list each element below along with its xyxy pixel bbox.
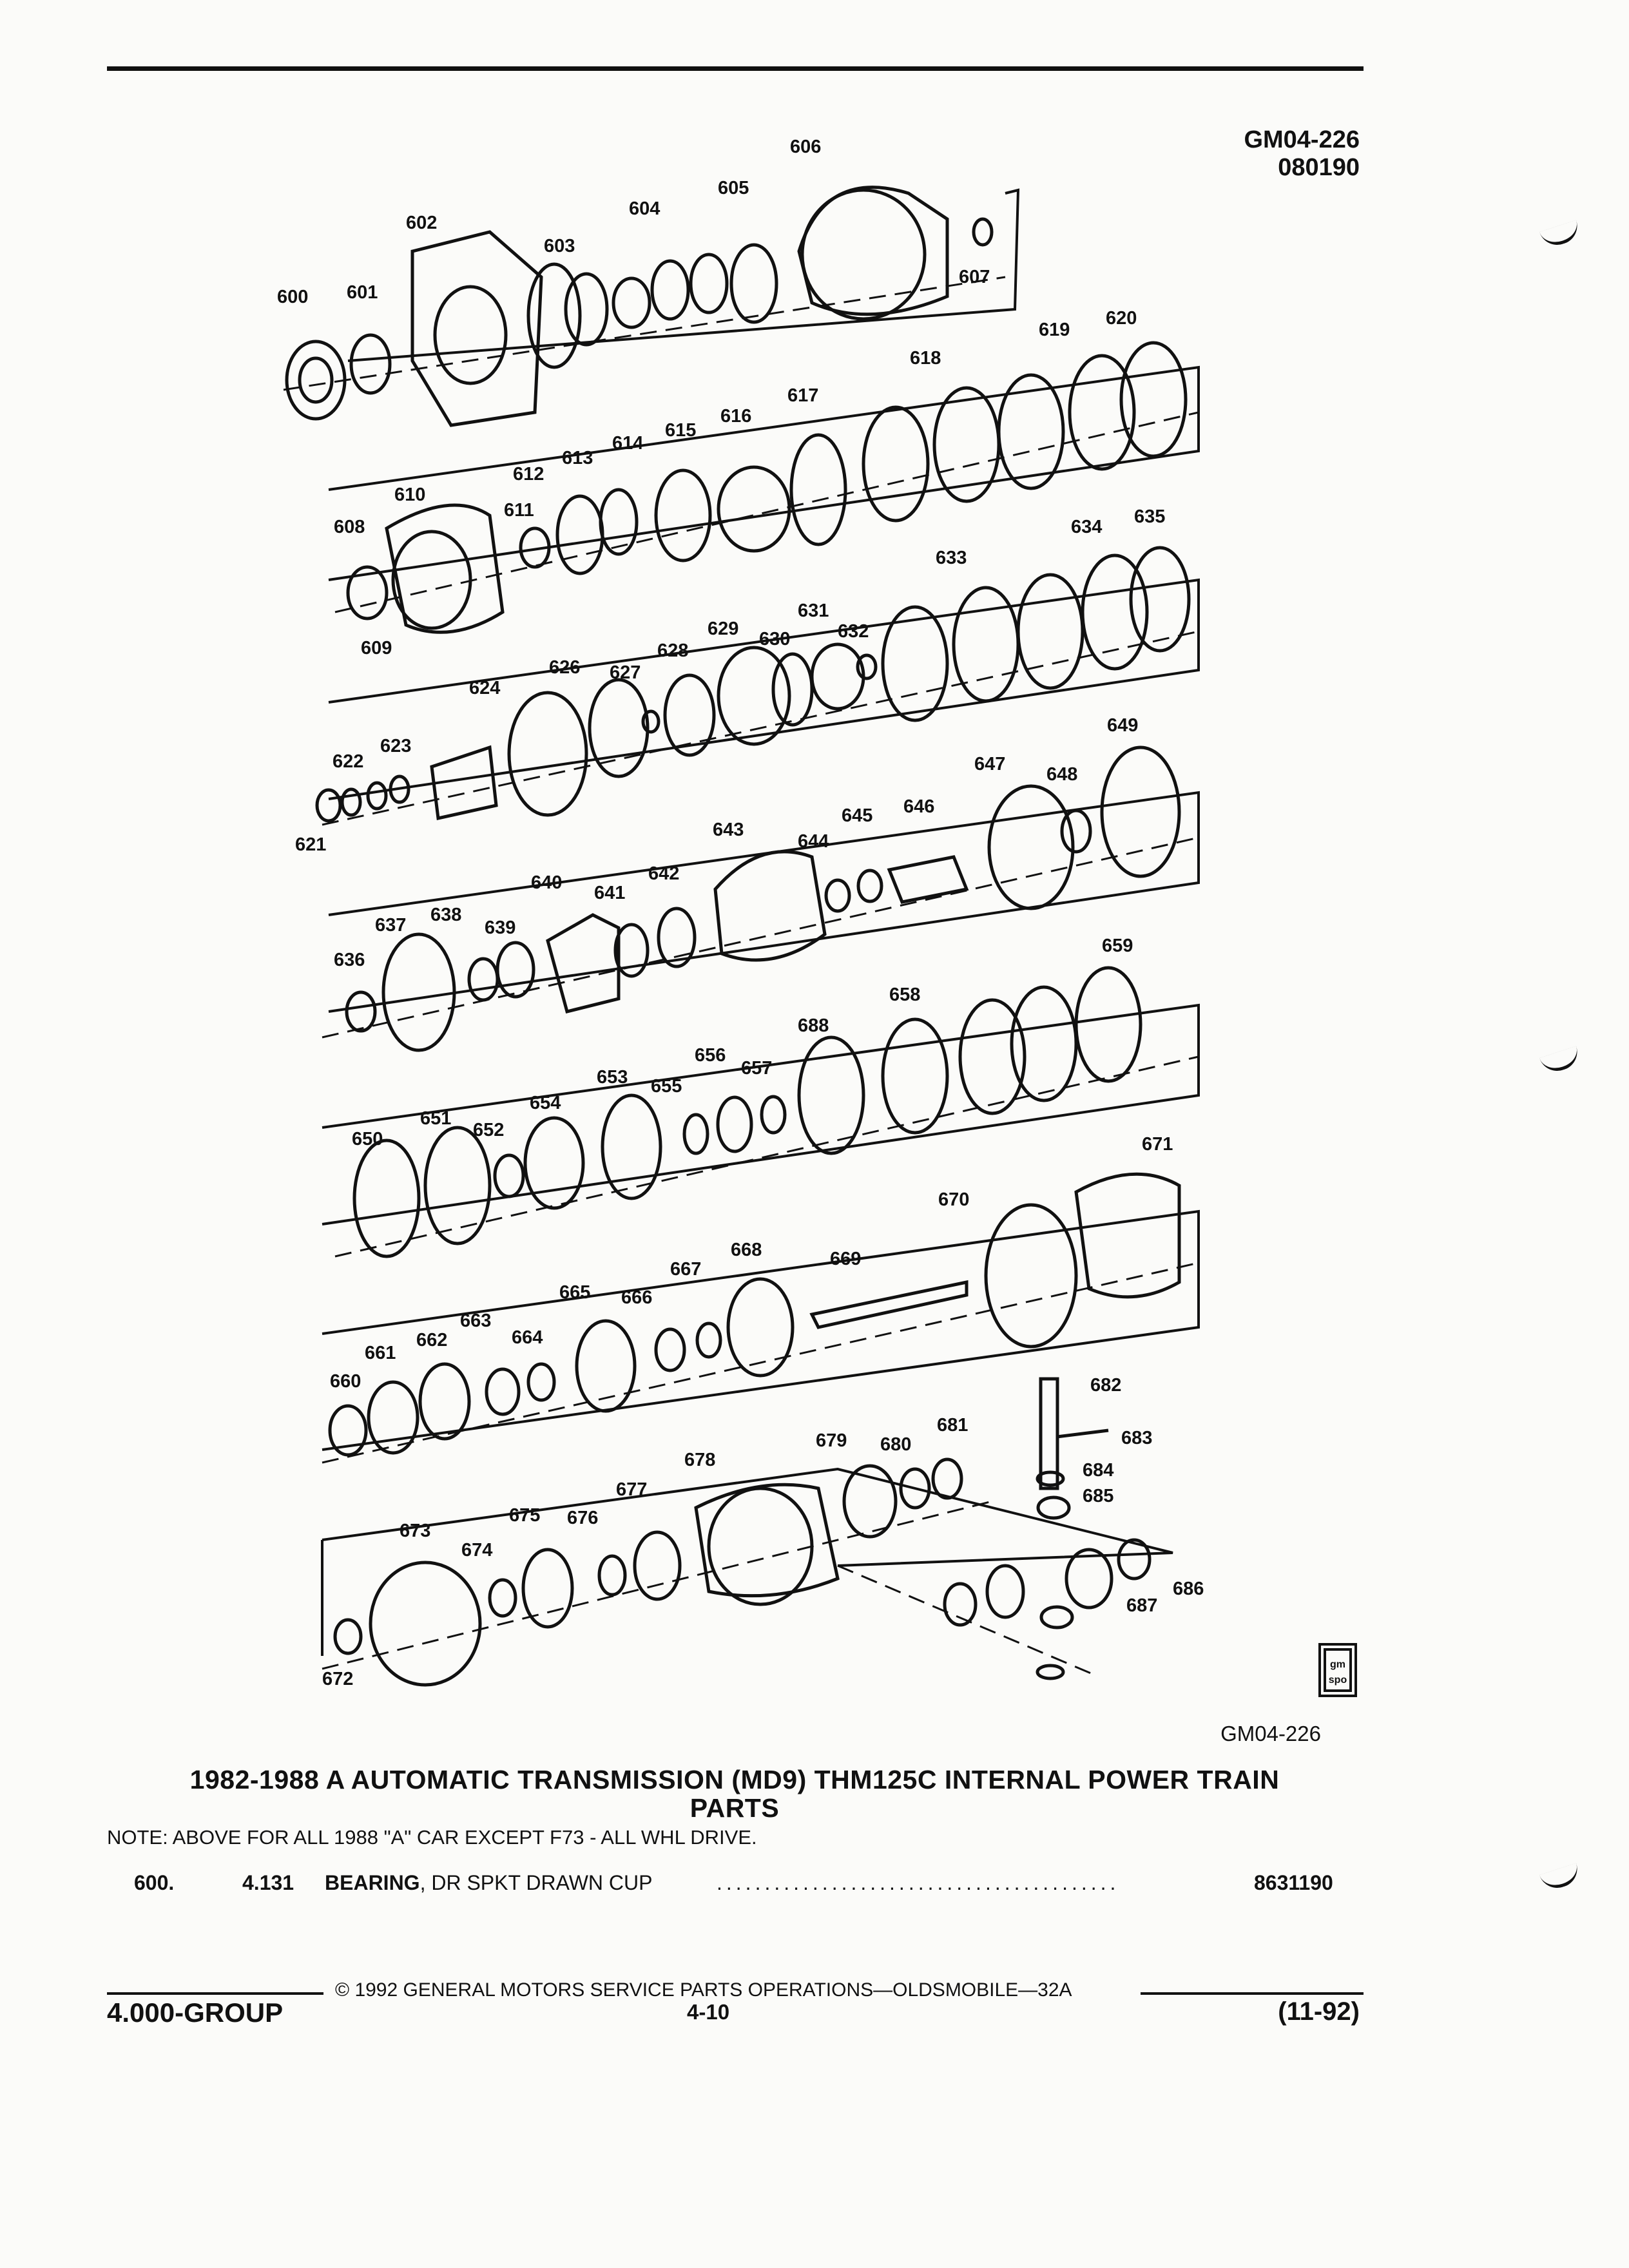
callout-label: 666 — [621, 1287, 653, 1308]
copyright-line: © 1992 GENERAL MOTORS SERVICE PARTS OPERATIONS—OLDSMOBILE—32A — [335, 1979, 1072, 2001]
callout-label: 607 — [959, 267, 990, 287]
svg-text:gm: gm — [1330, 1659, 1345, 1670]
callout-label: 628 — [657, 640, 689, 661]
callout-label: 667 — [670, 1259, 702, 1280]
callout-label: 638 — [430, 905, 462, 925]
callout-label: 636 — [334, 950, 365, 970]
callout-label: 654 — [530, 1093, 561, 1113]
callout-label: 613 — [562, 448, 593, 468]
footer-rule-left — [107, 1992, 323, 1995]
callout-label: 643 — [713, 820, 744, 840]
group-label: 4.000-GROUP — [107, 1997, 284, 2028]
callout-label: 671 — [1142, 1134, 1173, 1155]
callout-label: 676 — [567, 1508, 599, 1528]
item-number: 600. — [134, 1871, 175, 1894]
part-name-main: BEARING — [325, 1871, 420, 1894]
callout-label: 681 — [937, 1415, 969, 1436]
callout-label: 611 — [504, 500, 534, 521]
callout-label: 623 — [380, 736, 412, 756]
callout-label: 645 — [842, 805, 873, 826]
callout-label: 644 — [798, 831, 829, 852]
tier-frame — [329, 793, 1199, 1012]
callout-label: 661 — [365, 1343, 396, 1363]
callout-label: 669 — [830, 1249, 862, 1269]
callout-label: 683 — [1121, 1428, 1153, 1448]
callout-label: 656 — [695, 1045, 726, 1066]
callout-label: 655 — [651, 1076, 682, 1097]
callout-label: 658 — [889, 985, 921, 1005]
callout-label: 629 — [708, 619, 739, 639]
callout-label: 659 — [1102, 936, 1133, 956]
callout-label: 660 — [330, 1371, 361, 1392]
callout-label: 637 — [375, 915, 407, 936]
title-line-2: PARTS — [689, 1793, 780, 1823]
callout-label: 608 — [334, 517, 365, 537]
part-desc: , DR SPKT DRAWN CUP — [419, 1871, 653, 1894]
callout-label: 675 — [509, 1505, 541, 1526]
callout-label: 631 — [798, 601, 829, 621]
callout-label: 618 — [910, 348, 941, 369]
callout-label: 688 — [798, 1015, 829, 1036]
figure-date: 080190 — [1278, 154, 1360, 181]
callout-label: 604 — [629, 198, 660, 219]
callout-label: 641 — [594, 883, 626, 903]
applicability-note: NOTE: ABOVE FOR ALL 1988 "A" CAR EXCEPT F73 - ALL WHL DRIVE. — [107, 1826, 757, 1849]
callout-label: 677 — [616, 1479, 648, 1500]
figure-code: GM04-226 — [1244, 126, 1360, 153]
callout-label: 609 — [361, 638, 392, 658]
callout-label: 617 — [787, 385, 819, 406]
callout-label: 634 — [1071, 517, 1103, 537]
callout-label: 615 — [665, 420, 697, 441]
callout-label: 682 — [1090, 1375, 1122, 1396]
callout-label: 619 — [1039, 320, 1070, 340]
callout-label: 662 — [416, 1330, 448, 1350]
callout-label: 673 — [400, 1521, 431, 1541]
dot-leader: .......................................... — [717, 1871, 1120, 1894]
callout-label: 665 — [559, 1282, 591, 1303]
callout-label: 639 — [485, 918, 516, 938]
callout-label: 606 — [790, 137, 822, 157]
callout-label: 680 — [880, 1434, 912, 1455]
callout-label: 652 — [473, 1120, 505, 1140]
callout-label: 664 — [512, 1327, 543, 1348]
figure-ref: GM04-226 — [1220, 1722, 1321, 1745]
callout-label: 602 — [406, 213, 438, 233]
part-name — [325, 1871, 652, 1895]
callout-label: 632 — [838, 621, 869, 642]
callout-label: 686 — [1173, 1579, 1204, 1599]
callout-label: 653 — [597, 1067, 628, 1088]
callout-label: 663 — [460, 1311, 492, 1331]
callout-label: 624 — [469, 678, 501, 698]
tier-frame — [348, 190, 1018, 361]
callout-label: 610 — [394, 485, 426, 505]
callout-label: 640 — [531, 872, 563, 893]
svg-text:spo: spo — [1328, 1675, 1347, 1686]
callout-label: 621 — [295, 834, 327, 855]
footer-rule-right — [1141, 1992, 1364, 1995]
callout-label: 679 — [816, 1430, 847, 1451]
callout-label: 626 — [549, 657, 581, 678]
page-number: 4-10 — [687, 2000, 730, 2024]
callout-label: 684 — [1083, 1460, 1114, 1481]
title-line-1: 1982-1988 A AUTOMATIC TRANSMISSION (MD9) THM125C INTERNAL POWER TRAIN — [189, 1765, 1280, 1794]
callout-label: 672 — [322, 1669, 354, 1689]
callout-label: 622 — [333, 751, 364, 772]
callout-label: 630 — [759, 629, 791, 649]
callout-label: 668 — [731, 1240, 762, 1260]
callout-label: 616 — [720, 406, 752, 427]
parts-row — [0, 1871, 1629, 1897]
callout-label: 678 — [684, 1450, 716, 1470]
callout-label: 600 — [277, 287, 309, 307]
callout-label: 685 — [1083, 1486, 1114, 1506]
callout-label: 649 — [1107, 715, 1139, 736]
catalog-ref: 4.131 — [242, 1871, 294, 1894]
callout-label: 603 — [544, 236, 575, 256]
callout-label: 651 — [420, 1108, 452, 1129]
callout-label: 642 — [648, 863, 680, 884]
callout-label: 670 — [938, 1189, 970, 1210]
callout-label: 612 — [513, 464, 545, 485]
callout-label: 620 — [1106, 308, 1137, 329]
revision-date: (11-92) — [1278, 1997, 1360, 2026]
callout-label: 647 — [974, 754, 1006, 774]
callout-label: 687 — [1126, 1595, 1158, 1616]
callout-label: 635 — [1134, 506, 1166, 527]
gm-spo-logo — [1320, 1644, 1356, 1696]
callout-label: 601 — [347, 282, 378, 303]
callout-label: 657 — [741, 1058, 773, 1079]
callout-label: 674 — [461, 1540, 493, 1561]
callout-label: 648 — [1046, 764, 1078, 785]
callout-label: 646 — [903, 796, 935, 817]
callout-label: 605 — [718, 178, 749, 198]
callout-label: 633 — [936, 548, 967, 568]
part-number: 8631190 — [1254, 1871, 1333, 1894]
page-title — [103, 1765, 1366, 1822]
callout-label: 614 — [612, 433, 644, 454]
callout-label: 627 — [610, 662, 641, 683]
callout-label: 650 — [352, 1129, 383, 1149]
